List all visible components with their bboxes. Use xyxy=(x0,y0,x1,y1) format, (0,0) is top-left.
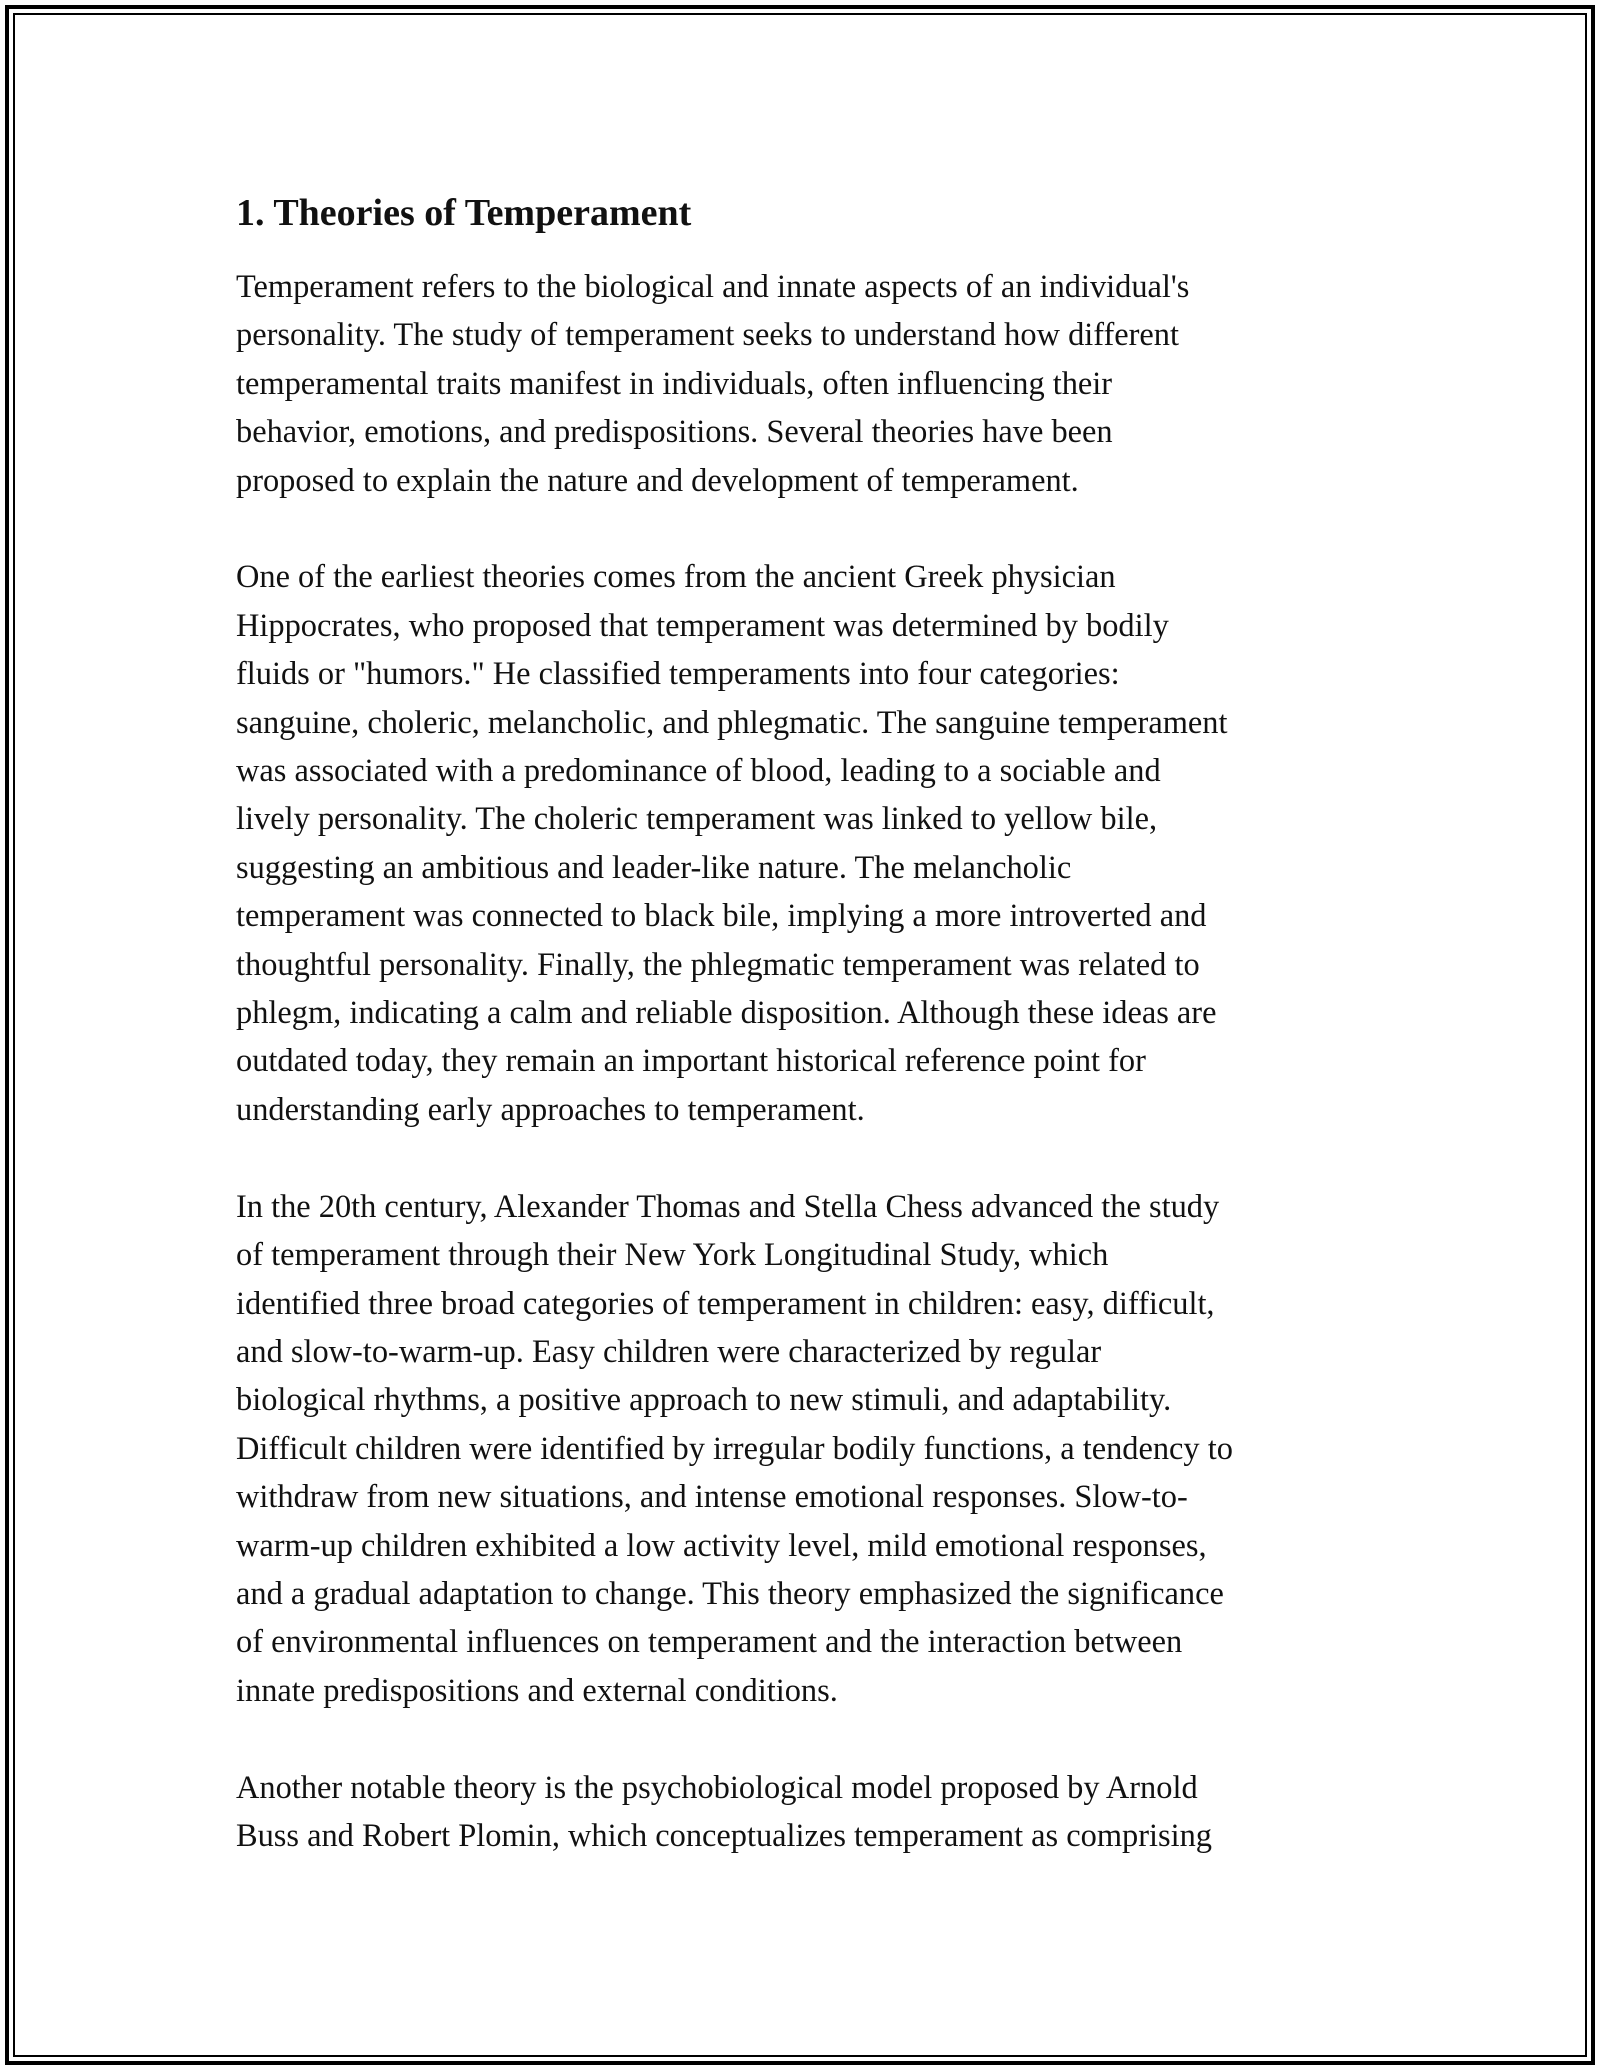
section-heading: 1. Theories of Temperament xyxy=(236,192,692,234)
body-paragraph xyxy=(236,1764,1376,1861)
paragraph-line: was associated with a predominance of blood, leading to a sociable and xyxy=(236,753,1161,790)
body-paragraph xyxy=(236,1183,1376,1715)
paragraph-line: sanguine, choleric, melancholic, and phlegmatic. The sanguine temperament xyxy=(236,704,1228,741)
paragraph-line: suggesting an ambitious and leader-like nature. The melancholic xyxy=(236,849,1072,886)
paragraph-line: withdraw from new situations, and intense emotional responses. Slow-to- xyxy=(236,1479,1188,1516)
paragraph-line: Another notable theory is the psychobiological model proposed by Arnold xyxy=(236,1769,1198,1806)
paragraph-line: lively personality. The choleric temperament was linked to yellow bile, xyxy=(236,801,1158,838)
paragraph-line: thoughtful personality. Finally, the phlegmatic temperament was related to xyxy=(236,946,1200,983)
paragraph-line: of environmental influences on temperament and the interaction between xyxy=(236,1624,1183,1661)
paragraph-line: biological rhythms, a positive approach to new stimuli, and adaptability. xyxy=(236,1382,1172,1419)
paragraph-line: proposed to explain the nature and development of temperament. xyxy=(236,462,1079,499)
paragraph-line: innate predispositions and external conditions. xyxy=(236,1672,838,1709)
paragraph-line: identified three broad categories of temperament in children: easy, difficult, xyxy=(236,1285,1215,1322)
paragraph-line: behavior, emotions, and predispositions. Several theories have been xyxy=(236,414,1113,451)
paragraph-line: and a gradual adaptation to change. This theory emphasized the significance xyxy=(236,1575,1224,1612)
body-paragraph xyxy=(236,553,1376,1134)
paragraph-line: and slow-to-warm-up. Easy children were characterized by regular xyxy=(236,1333,1102,1370)
paragraph-line: personality. The study of temperament seeks to understand how different xyxy=(236,317,1179,354)
paragraph-line: fluids or "humors." He classified temperaments into four categories: xyxy=(236,656,1120,693)
paragraph-line: Buss and Robert Plomin, which conceptualizes temperament as comprising xyxy=(236,1817,1213,1854)
document-body xyxy=(236,183,1376,1909)
paragraph-line: warm-up children exhibited a low activity level, mild emotional responses, xyxy=(236,1527,1207,1564)
paragraph-line: Difficult children were identified by irregular bodily functions, a tendency to xyxy=(236,1430,1233,1467)
paragraph-line: Temperament refers to the biological and innate aspects of an individual's xyxy=(236,269,1190,305)
paragraph-line: outdated today, they remain an important historical reference point for xyxy=(236,1043,1146,1080)
paragraph-line: temperamental traits manifest in individuals, often influencing their xyxy=(236,365,1113,402)
paragraph-list xyxy=(236,263,1376,1860)
paragraph-line: phlegm, indicating a calm and reliable disposition. Although these ideas are xyxy=(236,995,1217,1032)
paragraph-line: One of the earliest theories comes from the ancient Greek physician xyxy=(236,559,1116,596)
body-paragraph xyxy=(236,263,1376,505)
paragraph-line: temperament was connected to black bile, implying a more introverted and xyxy=(236,898,1207,935)
paragraph-line: of temperament through their New York Longitudinal Study, which xyxy=(236,1237,1109,1274)
paragraph-line: understanding early approaches to temperament. xyxy=(236,1091,865,1128)
paragraph-line: In the 20th century, Alexander Thomas and Stella Chess advanced the study xyxy=(236,1188,1220,1225)
paragraph-line: Hippocrates, who proposed that temperament was determined by bodily xyxy=(236,607,1169,644)
